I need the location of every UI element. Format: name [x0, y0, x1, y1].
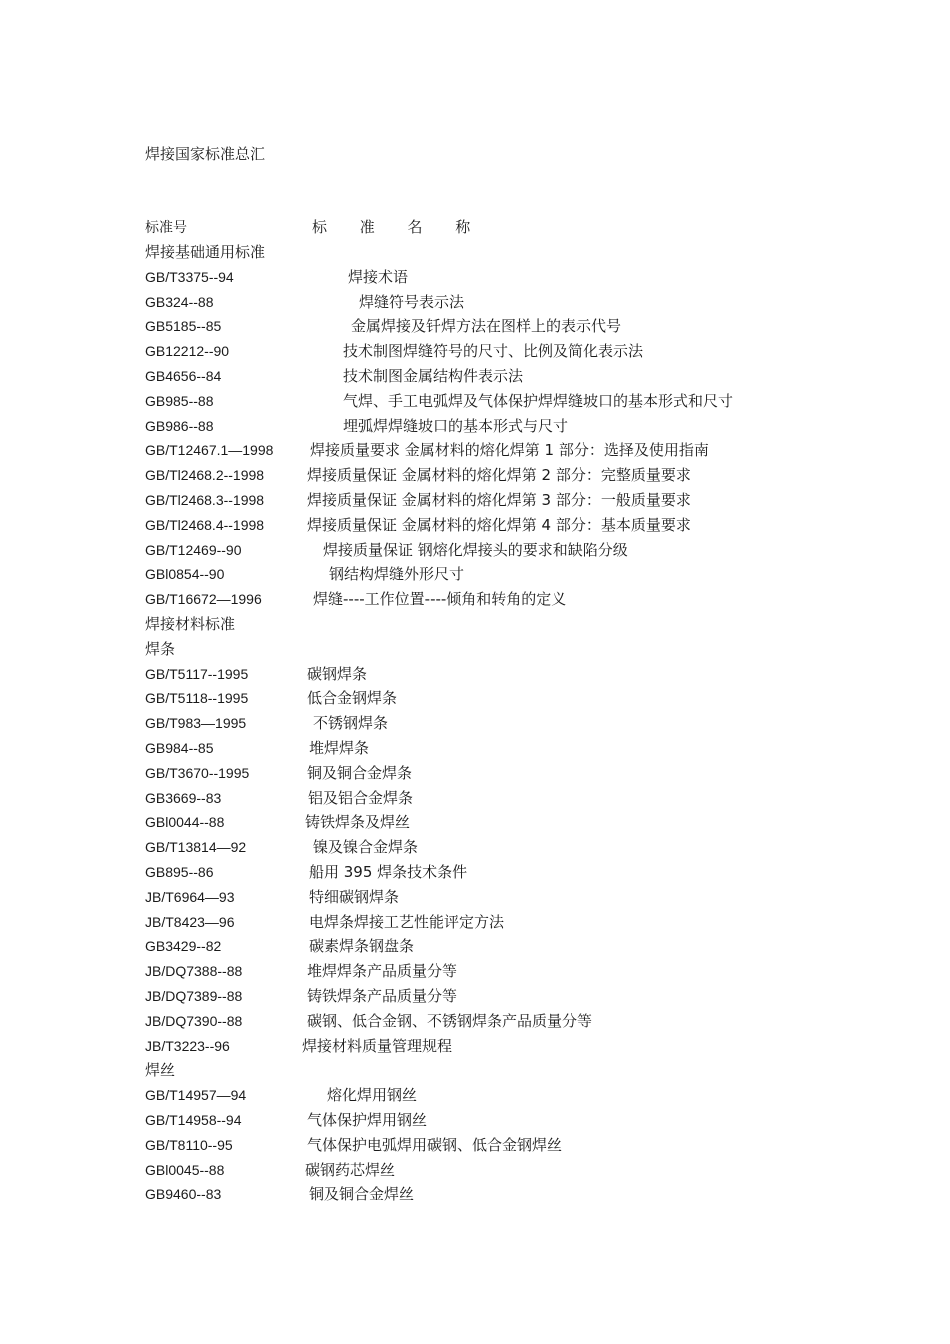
standard-code: GB/T3670--1995	[145, 764, 250, 781]
standard-code: GB986--88	[145, 417, 214, 434]
document-title: 焊接国家标准总汇	[145, 145, 266, 163]
standard-name: 焊接质量保证 金属材料的熔化焊第 2 部分：完整质量要求	[307, 466, 691, 485]
standard-name: 金属焊接及钎焊方法在图样上的表示代号	[351, 317, 622, 336]
standard-code: GB984--85	[145, 740, 214, 756]
standard-code: GBl0045--88	[145, 1161, 225, 1178]
standard-code: GB12212--90	[145, 343, 230, 360]
standard-name: 焊缝符号表示法	[359, 292, 465, 311]
standard-name: 碳素焊条钢盘条	[309, 937, 415, 956]
standard-name: 不锈钢焊条	[313, 714, 389, 733]
standard-name: 技术制图金属结构件表示法	[343, 367, 524, 385]
standard-code: GB/Tl2468.4--1998	[145, 516, 265, 533]
standard-code: GB/T14958--94	[145, 1112, 242, 1128]
standard-code: GBl0854--90	[145, 566, 225, 583]
standard-name: 焊接材料质量管理规程	[302, 1036, 453, 1055]
standard-name: 焊接质量保证 钢熔化焊接头的要求和缺陷分级	[323, 540, 628, 559]
standard-name: 铝及铝合金焊条	[308, 788, 414, 807]
standard-name: 焊接质量要求 金属材料的熔化焊第 1 部分：选择及使用指南	[310, 441, 709, 460]
standard-name: 碳钢焊条	[307, 664, 368, 683]
standard-code: GB3429--82	[145, 938, 222, 955]
standard-name: 船用 395 焊条技术条件	[309, 863, 468, 881]
standard-name: 气体保护焊用钢丝	[307, 1111, 428, 1129]
standard-name: 堆焊焊条产品质量分等	[307, 962, 458, 981]
standard-name: 铸铁焊条及焊丝	[305, 813, 411, 832]
standard-name: 低合金钢焊条	[307, 689, 398, 708]
standard-code: GB/T12469--90	[145, 541, 242, 558]
section-heading: 焊条	[145, 639, 176, 658]
standard-name: 铜及铜合金焊丝	[309, 1185, 415, 1204]
standard-code: JB/T3223--96	[145, 1037, 230, 1054]
standard-code: GB/T13814—92	[145, 839, 247, 856]
section-heading: 焊接基础通用标准	[145, 243, 266, 261]
standard-code: GB4656--84	[145, 368, 222, 384]
standard-code: GB/Tl2468.3--1998	[145, 492, 265, 508]
standard-name: 焊接质量保证 金属材料的熔化焊第 3 部分：一般质量要求	[307, 491, 691, 509]
standard-code: GB/T16672—1996	[145, 591, 262, 608]
standard-code: JB/T6964—93	[145, 888, 235, 905]
standard-code: GB/T14957—94	[145, 1087, 247, 1104]
section-heading: 焊丝	[145, 1061, 176, 1080]
header-name-label: 标 准 名 称	[312, 218, 485, 236]
standard-code: GB324--88	[145, 293, 214, 310]
standard-name: 气焊、手工电弧焊及气体保护焊焊缝坡口的基本形式和尺寸	[343, 391, 734, 410]
standard-name: 铜及铜合金焊条	[307, 763, 413, 782]
standard-name: 技术制图焊缝符号的尺寸、比例及简化表示法	[343, 342, 644, 361]
standard-code: GB895--86	[145, 864, 214, 880]
standard-name: 特细碳钢焊条	[309, 887, 400, 906]
standard-name: 焊缝----工作位置----倾角和转角的定义	[313, 590, 567, 609]
standard-code: GB985--88	[145, 392, 214, 409]
standard-code: GB/T8110--95	[145, 1136, 233, 1153]
standard-name: 钢结构焊缝外形尺寸	[329, 565, 465, 584]
standard-code: GB3669--83	[145, 789, 222, 806]
standard-name: 焊接术语	[348, 267, 409, 286]
standard-name: 熔化焊用钢丝	[327, 1086, 418, 1105]
standard-code: GB/T12467.1—1998	[145, 442, 274, 459]
standard-code: GBl0044--88	[145, 814, 225, 831]
standard-code: JB/DQ7390--88	[145, 1012, 243, 1029]
standard-code: GB/T3375--94	[145, 268, 234, 285]
standard-name: 焊接质量保证 金属材料的熔化焊第 4 部分：基本质量要求	[307, 515, 691, 534]
standard-code: GB/T983—1995	[145, 715, 247, 732]
standard-code: JB/DQ7389--88	[145, 988, 243, 1004]
standard-code: GB5185--85	[145, 318, 222, 335]
standard-name: 铸铁焊条产品质量分等	[307, 987, 458, 1005]
standard-code: GB/T5117--1995	[145, 665, 249, 682]
standard-name: 碳钢、低合金钢、不锈钢焊条产品质量分等	[307, 1011, 593, 1030]
standard-code: JB/T8423—96	[145, 913, 235, 930]
standard-name: 气体保护电弧焊用碳钢、低合金钢焊丝	[307, 1135, 563, 1154]
section-heading: 焊接材料标准	[145, 615, 236, 633]
standard-code: GB/Tl2468.2--1998	[145, 467, 265, 484]
standard-code: JB/DQ7388--88	[145, 963, 243, 980]
header-code-label: 标准号	[145, 219, 187, 235]
standard-name: 碳钢药芯焊丝	[305, 1160, 396, 1179]
standard-name: 电焊条焊接工艺性能评定方法	[309, 912, 505, 931]
standard-name: 堆焊焊条	[309, 739, 370, 757]
standard-code: GB9460--83	[145, 1186, 222, 1203]
standard-name: 镍及镍合金焊条	[313, 838, 419, 857]
standard-name: 埋弧焊焊缝坡口的基本形式与尺寸	[343, 416, 569, 435]
standard-code: GB/T5118--1995	[145, 690, 249, 707]
